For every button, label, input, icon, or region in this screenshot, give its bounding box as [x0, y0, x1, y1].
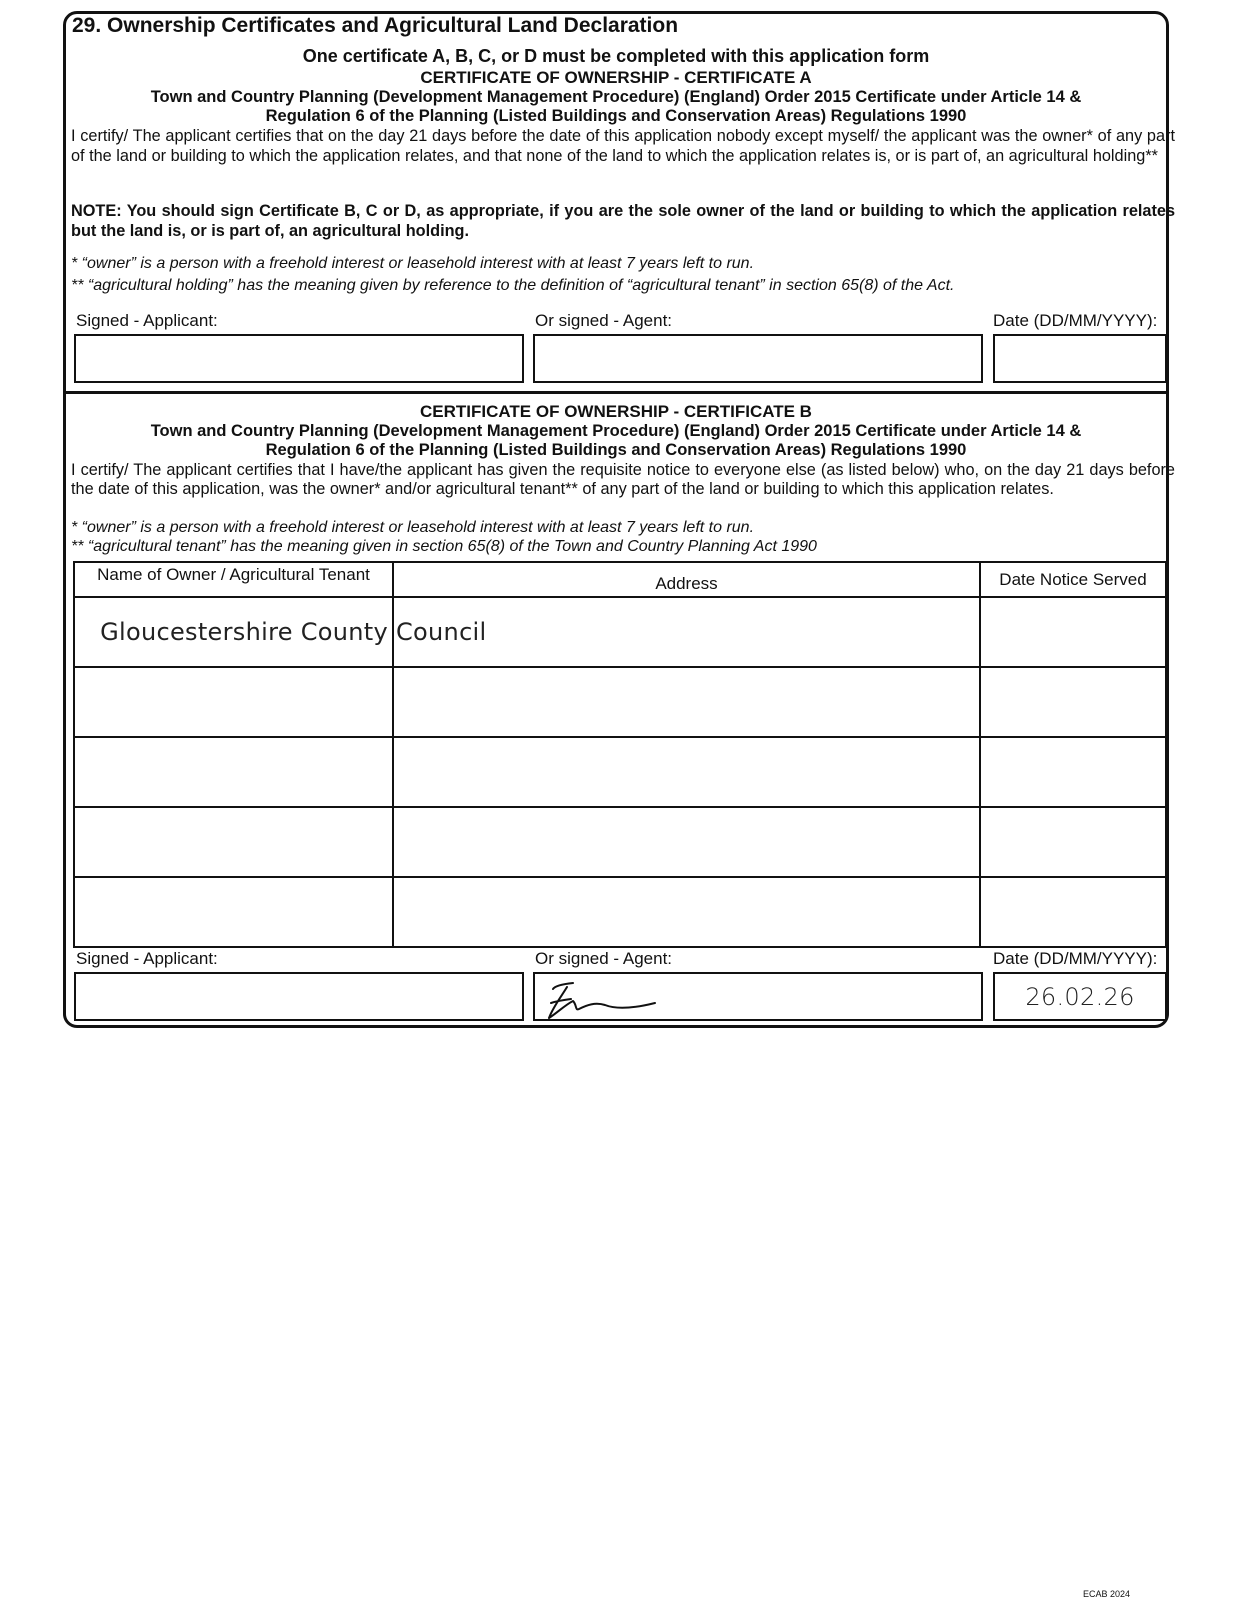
cert-a-applicant-signature-field[interactable]	[74, 334, 524, 383]
owner-address-cell[interactable]	[393, 667, 980, 737]
owner-name-cell[interactable]: Gloucestershire County	[74, 597, 393, 667]
footer-code: ECAB 2024	[1083, 1589, 1131, 1599]
owner-date-cell[interactable]	[980, 877, 1166, 947]
cert-a-footnote-holding: ** “agricultural holding” has the meaning given by reference to the definition of “agricultural tenant” in section 65(8) of the Act.	[71, 277, 955, 294]
col-header-date: Date Notice Served	[980, 562, 1166, 597]
cert-b-applicant-signature-field[interactable]	[74, 972, 524, 1021]
cert-b-statement: I certify/ The applicant certifies that I have/the applicant has given the requisite notice to everyone else (as listed below) who, on the day 21 days before the date of this application, was the owner* and/or agricultural tenant** of any part of the land or building to which this application relates.	[71, 461, 1175, 498]
cert-b-date-value: 26.02.26	[1025, 982, 1135, 1011]
col-header-name: Name of Owner / Agricultural Tenant	[74, 562, 393, 597]
cert-a-agent-signature-field[interactable]	[533, 334, 983, 383]
cert-b-date-field[interactable]	[993, 972, 1167, 1021]
table-row	[74, 877, 1166, 947]
cert-a-footnote-owner: * “owner” is a person with a freehold interest or leasehold interest with at least 7 years left to run.	[71, 255, 755, 272]
cert-a-order-line2: Regulation 6 of the Planning (Listed Buildings and Conservation Areas) Regulations 1990	[265, 107, 967, 125]
table-row	[74, 667, 1166, 737]
agent-signature-image	[543, 975, 663, 1021]
owner-name-cell[interactable]	[74, 737, 393, 807]
cert-a-date-label: Date (DD/MM/YYYY):	[993, 311, 1158, 330]
table-row	[74, 597, 1166, 667]
owner-address-cell[interactable]	[393, 807, 980, 877]
certificate-divider	[63, 391, 1169, 394]
col-header-address: Address	[393, 562, 980, 597]
cert-b-date-label: Date (DD/MM/YYYY):	[993, 949, 1158, 968]
owner-date-cell[interactable]	[980, 737, 1166, 807]
table-row	[74, 807, 1166, 877]
cert-a-order-line1: Town and Country Planning (Development Management Procedure) (England) Order 2015 Certificate under Article 14 &	[150, 88, 1082, 106]
cert-b-order-line2: Regulation 6 of the Planning (Listed Buildings and Conservation Areas) Regulations 1990	[265, 441, 967, 459]
cert-a-statement: I certify/ The applicant certifies that on the day 21 days before the date of this application nobody except myself/ the applicant was the owner* of any part of the land or building to which the application relates, and that none of the land to which the application relates is, or is part of, an agricultural holding**	[71, 127, 1175, 165]
cert-b-footnote-tenant: ** “agricultural tenant” has the meaning given in section 65(8) of the Town and Country Planning Act 1990	[71, 538, 817, 555]
cert-a-date-field[interactable]	[993, 334, 1167, 383]
table-row	[74, 737, 1166, 807]
cert-b-footnote-owner: * “owner” is a person with a freehold interest or leasehold interest with at least 7 years left to run.	[71, 519, 755, 536]
section-intro: One certificate A, B, C, or D must be completed with this application form	[302, 46, 930, 66]
owner-address-cell[interactable]	[393, 737, 980, 807]
cert-b-applicant-label: Signed - Applicant:	[76, 949, 218, 968]
cert-a-agent-label: Or signed - Agent:	[535, 311, 673, 330]
cert-b-heading: CERTIFICATE OF OWNERSHIP - CERTIFICATE B	[420, 402, 812, 421]
cert-b-order-line1: Town and Country Planning (Development Management Procedure) (England) Order 2015 Certificate under Article 14 &	[150, 422, 1082, 440]
owner-address-cell[interactable]: Council	[393, 597, 980, 667]
owner-address-cell[interactable]	[393, 877, 980, 947]
cert-a-applicant-label: Signed - Applicant:	[76, 311, 218, 330]
owners-table	[73, 561, 1167, 948]
owner-name-cell[interactable]	[74, 877, 393, 947]
owner-name-cell[interactable]	[74, 807, 393, 877]
owner-name-cell[interactable]	[74, 667, 393, 737]
cert-a-heading: CERTIFICATE OF OWNERSHIP - CERTIFICATE A	[420, 68, 812, 87]
cert-b-agent-label: Or signed - Agent:	[535, 949, 673, 968]
owner-date-cell[interactable]	[980, 597, 1166, 667]
table-header-row	[74, 562, 1166, 597]
owner-date-cell[interactable]	[980, 807, 1166, 877]
cert-b-agent-signature-field[interactable]	[533, 972, 983, 1021]
owner-date-cell[interactable]	[980, 667, 1166, 737]
section-title: 29. Ownership Certificates and Agricultural Land Declaration	[72, 14, 679, 37]
cert-a-note: NOTE: You should sign Certificate B, C or D, as appropriate, if you are the sole owner of the land or building to which the application relates but the land is, or is part of, an agricultural holding.	[71, 202, 1175, 240]
